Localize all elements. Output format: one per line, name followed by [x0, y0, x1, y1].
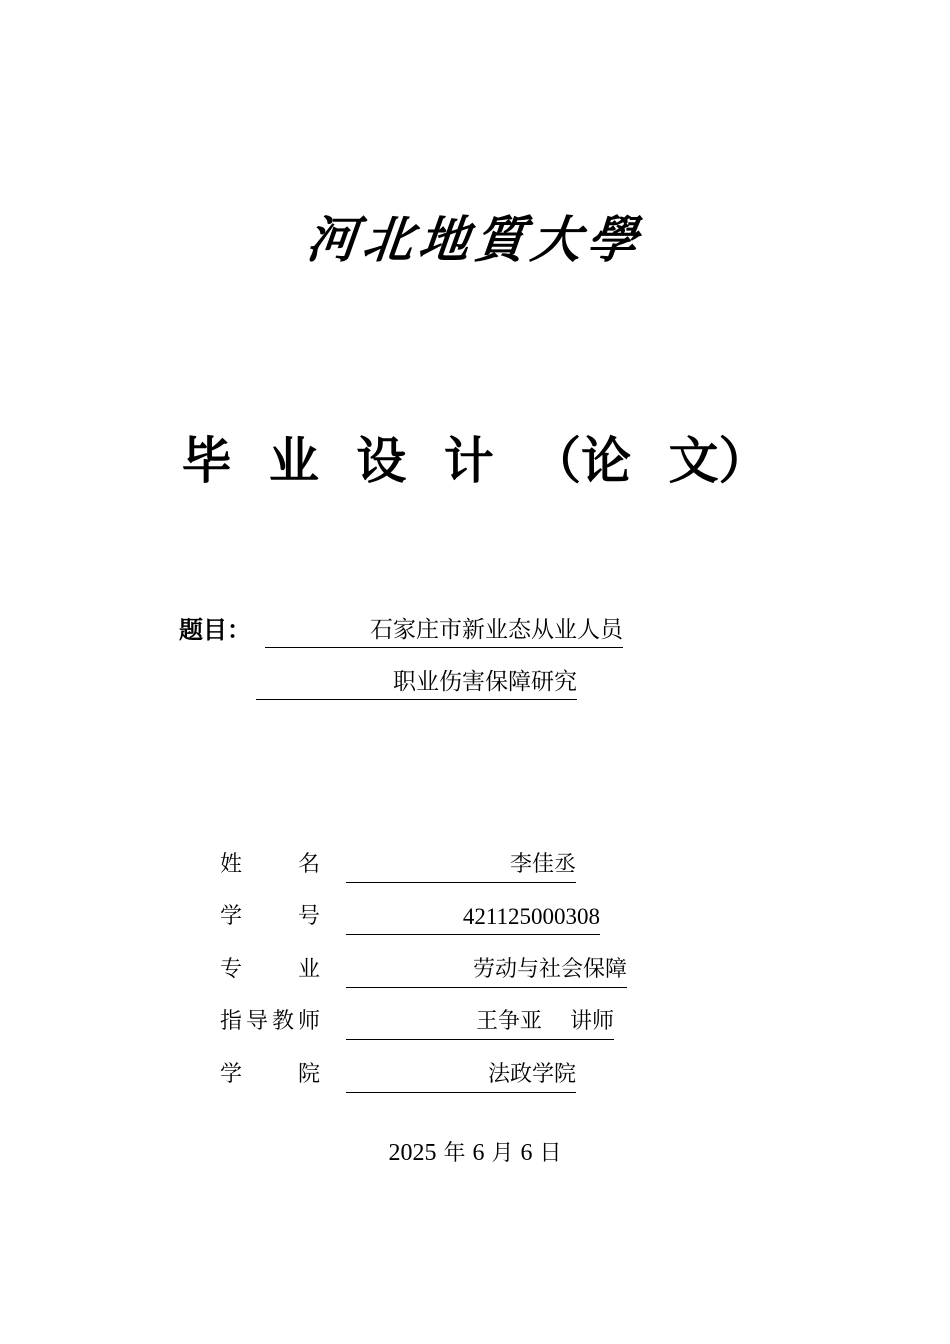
subject-line-1: 石家庄市新业态从业人员	[265, 612, 623, 648]
title-char: 设	[356, 431, 407, 490]
submission-date	[0, 1135, 950, 1172]
major-label	[220, 952, 320, 988]
date-year: 2025	[388, 1140, 437, 1166]
student-id-value: 421125000308	[346, 899, 600, 935]
advisor-value: 王争亚 讲师	[346, 1004, 614, 1040]
label-char: 教	[271, 1009, 294, 1034]
date-month: 6	[472, 1140, 485, 1166]
major-value: 劳动与社会保障	[346, 952, 627, 988]
label-char: 业	[297, 957, 320, 982]
label-char: 专	[220, 957, 243, 982]
title-char: 毕	[181, 431, 232, 490]
label-char: 学	[220, 904, 243, 929]
name-label	[220, 847, 320, 883]
title-char: 计	[443, 431, 494, 490]
date-day: 6	[520, 1140, 533, 1166]
date-year-unit: 年	[443, 1141, 466, 1166]
advisor-label	[220, 1004, 320, 1040]
student-id-label	[220, 899, 320, 935]
label-char: 号	[297, 904, 320, 929]
title-char: （论	[531, 431, 632, 490]
date-month-unit: 月	[491, 1141, 514, 1166]
document-title	[0, 425, 950, 497]
label-char: 院	[297, 1062, 320, 1087]
name-value: 李佳丞	[346, 847, 576, 883]
label-char: 导	[245, 1009, 268, 1034]
label-char: 名	[297, 852, 320, 877]
label-char: 姓	[220, 852, 243, 877]
label-char: 师	[297, 1009, 320, 1034]
college-label	[220, 1057, 320, 1093]
title-char: 业	[268, 431, 319, 490]
date-day-unit: 日	[539, 1141, 562, 1166]
label-char: 学	[220, 1062, 243, 1087]
subject-label: 题目：	[179, 616, 251, 644]
subject-line-2: 职业伤害保障研究	[256, 664, 577, 700]
label-char: 指	[220, 1009, 243, 1034]
title-char: 文）	[668, 431, 769, 490]
university-logo: 河北地質大學	[303, 210, 647, 269]
college-value: 法政学院	[346, 1057, 576, 1093]
